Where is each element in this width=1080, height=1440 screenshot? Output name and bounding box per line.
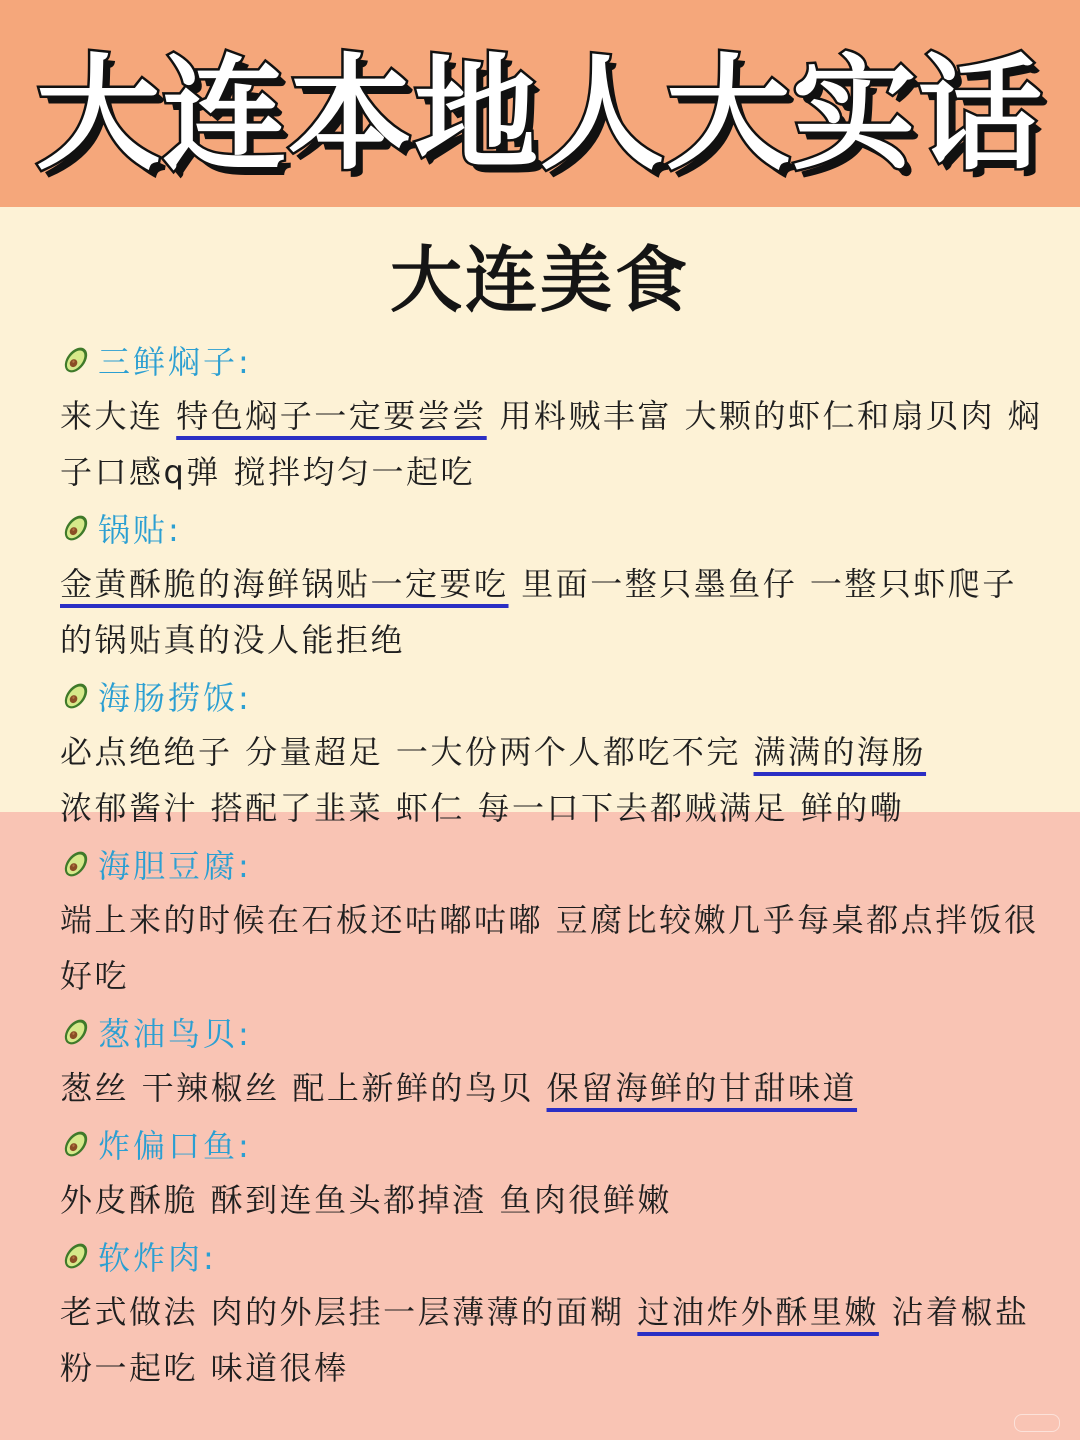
list-item bbox=[60, 1228, 1050, 1396]
item-text-segment: 葱丝 干辣椒丝 配上新鲜的鸟贝 bbox=[60, 1069, 547, 1107]
item-text-segment: 老式做法 肉的外层挂一层薄薄的面糊 bbox=[60, 1293, 638, 1331]
item-title-text: 软炸肉: bbox=[98, 1239, 217, 1277]
item-title bbox=[60, 1004, 1050, 1060]
item-title bbox=[60, 1116, 1050, 1172]
item-text-segment: 沾着椒盐粉一起吃 味道很棒 bbox=[60, 1293, 1030, 1387]
item-title bbox=[60, 500, 1050, 556]
list-item bbox=[60, 1116, 1050, 1228]
item-body bbox=[60, 556, 1050, 668]
avocado-icon bbox=[60, 1128, 92, 1160]
avocado-icon bbox=[60, 512, 92, 544]
avocado-icon bbox=[60, 848, 92, 880]
item-title-text: 炸偏口鱼: bbox=[98, 1127, 252, 1165]
page-title: 大连本地人大实话 bbox=[35, 42, 1044, 187]
highlight-segment: 过油炸外酥里嫩 bbox=[637, 1293, 879, 1331]
highlight-segment: 满满的海肠 bbox=[753, 733, 927, 771]
item-title bbox=[60, 836, 1050, 892]
highlight-segment: 保留海鲜的甘甜味道 bbox=[546, 1069, 858, 1107]
list-item bbox=[60, 836, 1050, 1004]
item-body bbox=[60, 1284, 1050, 1396]
item-text-segment: 必点绝绝子 分量超足 一大份两个人都吃不完 bbox=[60, 733, 754, 771]
item-text-segment: 浓郁酱汁 搭配了韭菜 虾仁 每一口下去都贼满足 鲜的嘞 bbox=[60, 789, 905, 827]
highlight-segment: 特色焖子一定要尝尝 bbox=[176, 397, 487, 435]
list-item bbox=[60, 668, 1050, 836]
list-item bbox=[60, 500, 1050, 668]
list-item bbox=[60, 1004, 1050, 1116]
item-title bbox=[60, 668, 1050, 724]
watermark-badge bbox=[1014, 1414, 1060, 1432]
item-body bbox=[60, 892, 1050, 1004]
section-title: 大连美食 bbox=[389, 238, 690, 322]
avocado-icon bbox=[60, 344, 92, 376]
item-body bbox=[60, 1172, 1050, 1228]
item-title-text: 锅贴: bbox=[98, 511, 182, 549]
item-text-segment: 外皮酥脆 酥到连鱼头都掉渣 鱼肉很鲜嫩 bbox=[60, 1181, 672, 1219]
item-title bbox=[60, 1228, 1050, 1284]
header-banner bbox=[0, 0, 1080, 207]
list-item bbox=[60, 332, 1050, 500]
item-body bbox=[60, 1060, 1050, 1116]
item-title-text: 海肠捞饭: bbox=[98, 679, 252, 717]
item-title-text: 三鲜焖子: bbox=[98, 343, 252, 381]
item-title-text: 葱油鸟贝: bbox=[98, 1015, 252, 1053]
item-body bbox=[60, 388, 1050, 500]
item-text-segment: 用料贼丰富 大颗的虾仁和扇贝肉 焖子口感q弹 搅拌均匀一起吃 bbox=[60, 397, 1043, 491]
item-text-segment: 里面一整只墨鱼仔 一整只虾爬子的锅贴真的没人能拒绝 bbox=[60, 565, 1017, 659]
item-title-text: 海胆豆腐: bbox=[98, 847, 252, 885]
avocado-icon bbox=[60, 680, 92, 712]
item-text-segment: 来大连 bbox=[60, 397, 177, 435]
food-list bbox=[60, 332, 1050, 1396]
item-title bbox=[60, 332, 1050, 388]
avocado-icon bbox=[60, 1016, 92, 1048]
item-body bbox=[60, 724, 1050, 836]
item-text-segment: 端上来的时候在石板还咕嘟咕嘟 豆腐比较嫩几乎每桌都点拌饭很好吃 bbox=[60, 901, 1039, 995]
highlight-segment: 金黄酥脆的海鲜锅贴一定要吃 bbox=[60, 565, 509, 603]
avocado-icon bbox=[60, 1240, 92, 1272]
